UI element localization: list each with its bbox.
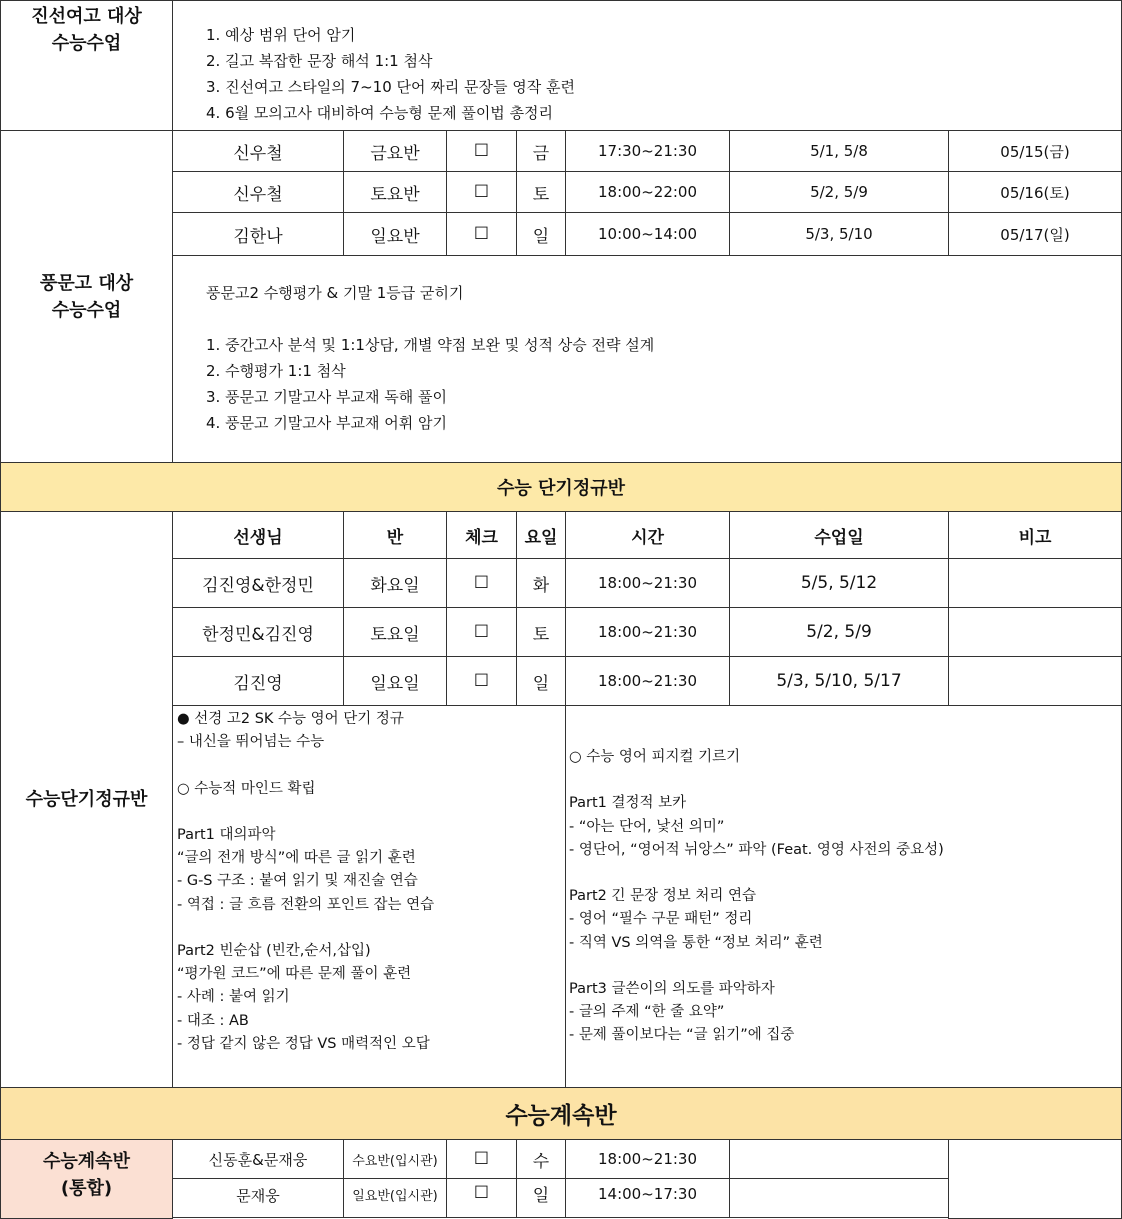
note-line: ○ 수능 영어 피지컬 기르기 xyxy=(569,749,741,765)
dates-cell xyxy=(729,1178,949,1218)
teacher-cell: 신동훈&문재웅 xyxy=(172,1139,344,1179)
note-line: “평가원 코드”에 따른 문제 풀이 훈련 xyxy=(177,966,412,983)
short-term-section-label: 수능단기정규반 xyxy=(0,511,173,1088)
continuation-section-label xyxy=(0,1139,173,1219)
note-line: - 정답 같지 않은 정답 VS 매력적인 오답 xyxy=(177,1035,430,1052)
pungmun-section-label xyxy=(0,130,173,463)
pungmun-plan-box xyxy=(172,255,1122,463)
note-line xyxy=(177,801,565,824)
pungmun-label-line-2: 수능수업 xyxy=(51,299,122,321)
note-line: – 내신을 뛰어넘는 수능 xyxy=(177,734,325,751)
dates-cell: 5/3, 5/10, 5/17 xyxy=(729,656,949,706)
time-cell: 17:30~21:30 xyxy=(565,130,730,172)
checkbox[interactable]: ☐ xyxy=(446,1139,517,1179)
note-line: - 문제 풀이보다는 “글 읽기”에 집중 xyxy=(569,1027,795,1044)
class-cell: 토요반 xyxy=(343,171,447,213)
note-line xyxy=(569,862,1121,885)
note-line: “글의 전개 방식”에 따른 글 읽기 훈련 xyxy=(177,850,416,867)
plan-line: 3. 진선여고 스타일의 7~10 단어 짜리 문장들 영작 훈련 xyxy=(206,78,575,96)
day-cell: 수 xyxy=(516,1139,566,1179)
note-line: ○ 수능적 마인드 확립 xyxy=(177,780,316,797)
note-line: - 대조 : AB xyxy=(177,1012,249,1029)
checkbox[interactable]: ☐ xyxy=(446,171,517,213)
jinseon-label-line-1: 진선여고 대상 xyxy=(31,6,142,27)
teacher-cell: 문재웅 xyxy=(172,1178,344,1218)
note-cell xyxy=(948,607,1122,657)
day-cell: 일 xyxy=(516,1178,566,1218)
dates-cell: 5/2, 5/9 xyxy=(729,171,949,213)
checkbox[interactable]: ☐ xyxy=(446,656,517,706)
header-class: 반 xyxy=(343,511,447,559)
checkbox[interactable]: ☐ xyxy=(446,130,517,172)
plan-line: 풍문고2 수행평가 & 기말 1등급 굳히기 xyxy=(206,284,464,302)
day-cell: 화 xyxy=(516,558,566,608)
note-line: Part1 대의파악 xyxy=(177,826,276,843)
header-note: 비고 xyxy=(948,511,1122,559)
note-cell: 05/17(일) xyxy=(948,212,1122,256)
note-line: Part2 긴 문장 정보 처리 연습 xyxy=(569,888,756,905)
note-line xyxy=(177,754,565,777)
short-term-notes-left xyxy=(172,705,566,1088)
dates-cell: 5/1, 5/8 xyxy=(729,130,949,172)
plan-line: 2. 길고 복잡한 문장 해석 1:1 첨삭 xyxy=(206,52,433,70)
day-cell: 토 xyxy=(516,607,566,657)
continuation-label-line-2: (통합) xyxy=(60,1178,113,1199)
note-line xyxy=(569,769,1121,792)
teacher-cell: 김한나 xyxy=(172,212,344,256)
plan-line: 4. 6월 모의고사 대비하여 수능형 문제 풀이법 총정리 xyxy=(206,104,554,122)
plan-line: 1. 중간고사 분석 및 1:1상담, 개별 약점 보완 및 성적 상승 전략 설계 xyxy=(206,336,655,354)
class-cell: 일요일 xyxy=(343,656,447,706)
teacher-cell: 신우철 xyxy=(172,130,344,172)
note-line: Part1 결정적 보카 xyxy=(569,795,687,812)
teacher-cell: 김진영 xyxy=(172,656,344,706)
note-line: - G-S 구조 : 붙여 읽기 및 재진술 연습 xyxy=(177,873,418,890)
checkbox[interactable]: ☐ xyxy=(446,607,517,657)
class-cell: 일요반(입시관) xyxy=(343,1178,447,1218)
header-dates: 수업일 xyxy=(729,511,949,559)
plan-line: 1. 예상 범위 단어 암기 xyxy=(206,26,356,44)
checkbox[interactable]: ☐ xyxy=(446,212,517,256)
day-cell: 토 xyxy=(516,171,566,213)
note-cell: 05/15(금) xyxy=(948,130,1122,172)
time-cell: 10:00~14:00 xyxy=(565,212,730,256)
day-cell: 일 xyxy=(516,656,566,706)
time-cell: 14:00~17:30 xyxy=(565,1178,730,1218)
header-check: 체크 xyxy=(446,511,517,559)
note-line: - 사례 : 붙여 읽기 xyxy=(177,989,290,1006)
note-line: - 영어 “필수 구문 패턴” 정리 xyxy=(569,911,753,928)
dates-cell: 5/5, 5/12 xyxy=(729,558,949,608)
jinseon-section-label xyxy=(0,0,173,131)
note-line: ● 선경 고2 SK 수능 영어 단기 정규 xyxy=(177,711,404,727)
note-cell: 05/16(토) xyxy=(948,171,1122,213)
day-cell: 금 xyxy=(516,130,566,172)
note-cell xyxy=(948,656,1122,706)
plan-line: 2. 수행평가 1:1 첨삭 xyxy=(206,362,346,380)
class-cell: 수요반(입시관) xyxy=(343,1139,447,1179)
plan-line: 3. 풍문고 기말고사 부교재 독해 풀이 xyxy=(206,388,448,406)
note-cell xyxy=(948,558,1122,608)
note-line: - “아는 단어, 낯선 의미” xyxy=(569,818,725,835)
note-cell xyxy=(948,1139,1122,1219)
class-cell: 화요일 xyxy=(343,558,447,608)
note-line xyxy=(569,955,1121,978)
checkbox[interactable]: ☐ xyxy=(446,558,517,608)
time-cell: 18:00~21:30 xyxy=(565,607,730,657)
time-cell: 18:00~22:00 xyxy=(565,171,730,213)
plan-line: 4. 풍문고 기말고사 부교재 어휘 암기 xyxy=(206,414,448,432)
header-day: 요일 xyxy=(516,511,566,559)
note-line: - 영단어, “영어적 뉘앙스” 파악 (Feat. 영영 사전의 중요성) xyxy=(569,841,944,858)
note-line: - 직역 VS 의역을 통한 “정보 처리” 훈련 xyxy=(569,934,823,951)
continuation-label-line-1: 수능계속반 xyxy=(43,1151,130,1172)
continuation-banner: 수능계속반 xyxy=(0,1087,1122,1140)
class-cell: 일요반 xyxy=(343,212,447,256)
header-time: 시간 xyxy=(565,511,730,559)
teacher-cell: 김진영&한정민 xyxy=(172,558,344,608)
short-term-banner: 수능 단기정규반 xyxy=(0,462,1122,512)
note-line xyxy=(177,917,565,940)
time-cell: 18:00~21:30 xyxy=(565,1139,730,1179)
time-cell: 18:00~21:30 xyxy=(565,558,730,608)
class-cell: 금요반 xyxy=(343,130,447,172)
header-teacher: 선생님 xyxy=(172,511,344,559)
short-term-notes-right xyxy=(565,705,1122,1088)
dates-cell: 5/2, 5/9 xyxy=(729,607,949,657)
jinseon-label-line-2: 수능수업 xyxy=(51,33,122,54)
time-cell: 18:00~21:30 xyxy=(565,656,730,706)
note-line: Part2 빈순삽 (빈칸,순서,삽입) xyxy=(177,942,371,959)
dates-cell: 5/3, 5/10 xyxy=(729,212,949,256)
teacher-cell: 신우철 xyxy=(172,171,344,213)
checkbox[interactable]: ☐ xyxy=(446,1178,517,1218)
jinseon-plan-box xyxy=(172,0,1122,131)
note-line: Part3 글쓴이의 의도를 파악하자 xyxy=(569,980,775,997)
note-line: - 글의 주제 “한 줄 요약” xyxy=(569,1004,725,1021)
dates-cell xyxy=(729,1139,949,1179)
note-line: - 역접 : 글 흐름 전환의 포인트 잡는 연습 xyxy=(177,896,435,913)
pungmun-label-line-1: 풍문고 대상 xyxy=(39,272,134,294)
day-cell: 일 xyxy=(516,212,566,256)
teacher-cell: 한정민&김진영 xyxy=(172,607,344,657)
class-cell: 토요일 xyxy=(343,607,447,657)
plan-line xyxy=(206,306,1121,332)
